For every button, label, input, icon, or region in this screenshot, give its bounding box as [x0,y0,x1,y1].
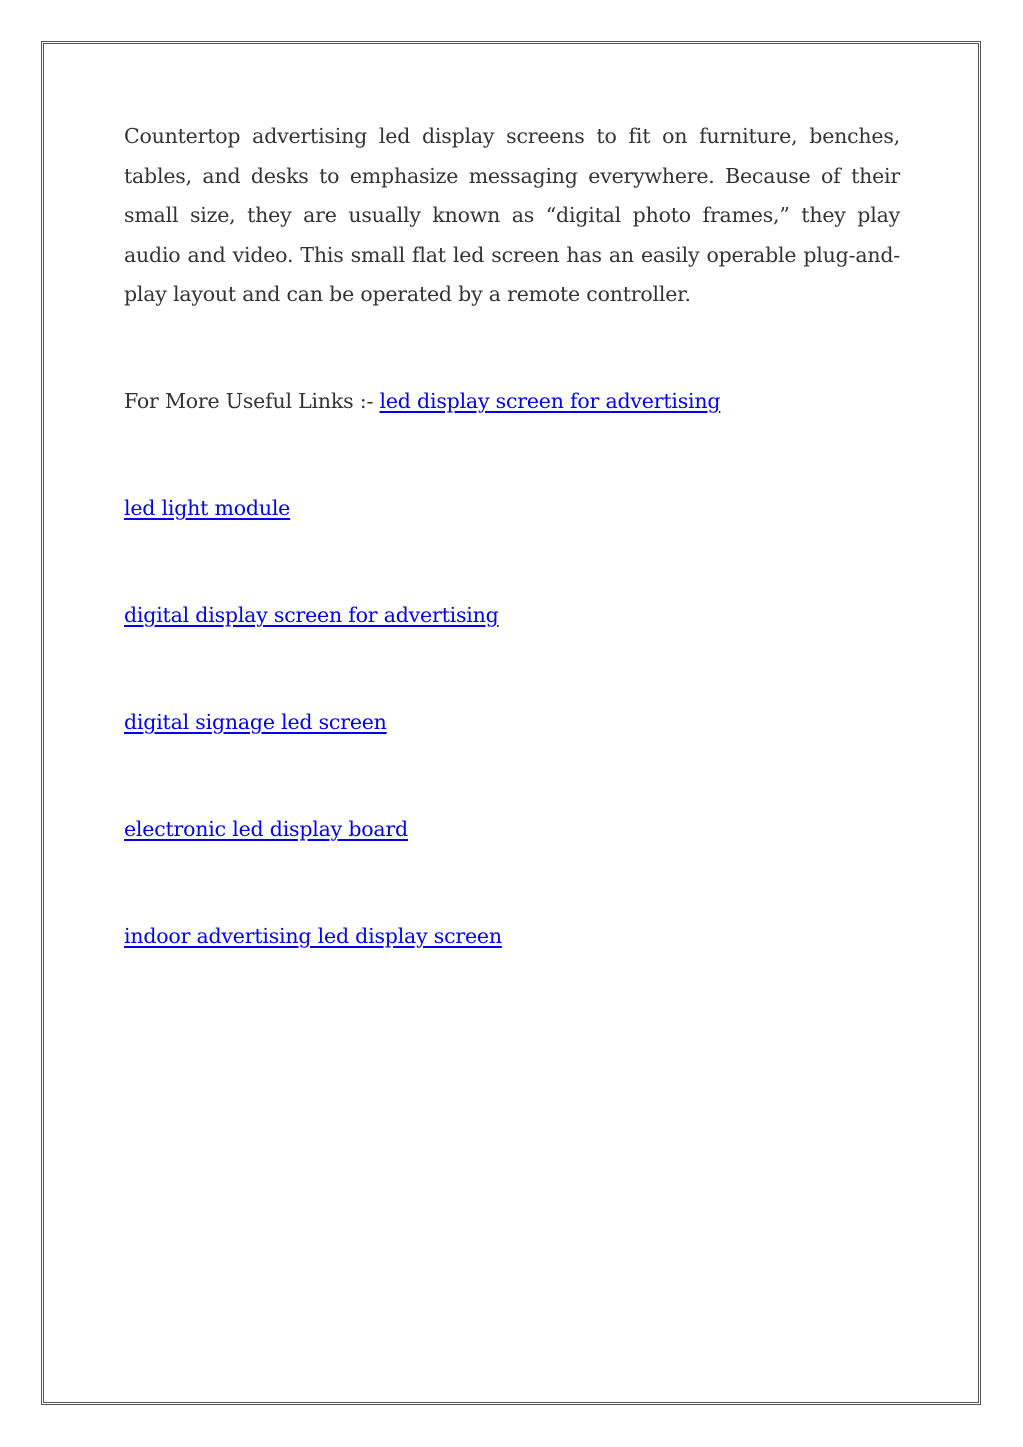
link-digital-signage-led-screen[interactable]: digital signage led screen [124,709,387,734]
intro-paragraph: Countertop advertising led display screens to fit on furniture, benches, tables, and desks to emphasize messaging everywhere. Because of their small size, they are usually known as “digital photo frames,” they play audio and video. This small flat led screen has an easily operable plug-and-play layout and can be operated by a remote controller. [124,124,900,307]
link-row [124,493,900,523]
useful-links-line [124,386,900,416]
useful-links-prefix: For More Useful Links :- [124,388,380,413]
link-digital-display-screen-for-advertising[interactable]: digital display screen for advertising [124,602,499,627]
link-row [124,814,900,844]
link-led-display-screen-for-advertising[interactable]: led display screen for advertising [379,388,721,413]
link-row [124,600,900,630]
document-body [124,117,900,951]
link-indoor-advertising-led-display-screen[interactable]: indoor advertising led display screen [124,923,502,948]
link-electronic-led-display-board[interactable]: electronic led display board [124,816,408,841]
link-led-light-module[interactable]: led light module [124,495,291,520]
link-row [124,921,900,951]
link-row [124,707,900,737]
